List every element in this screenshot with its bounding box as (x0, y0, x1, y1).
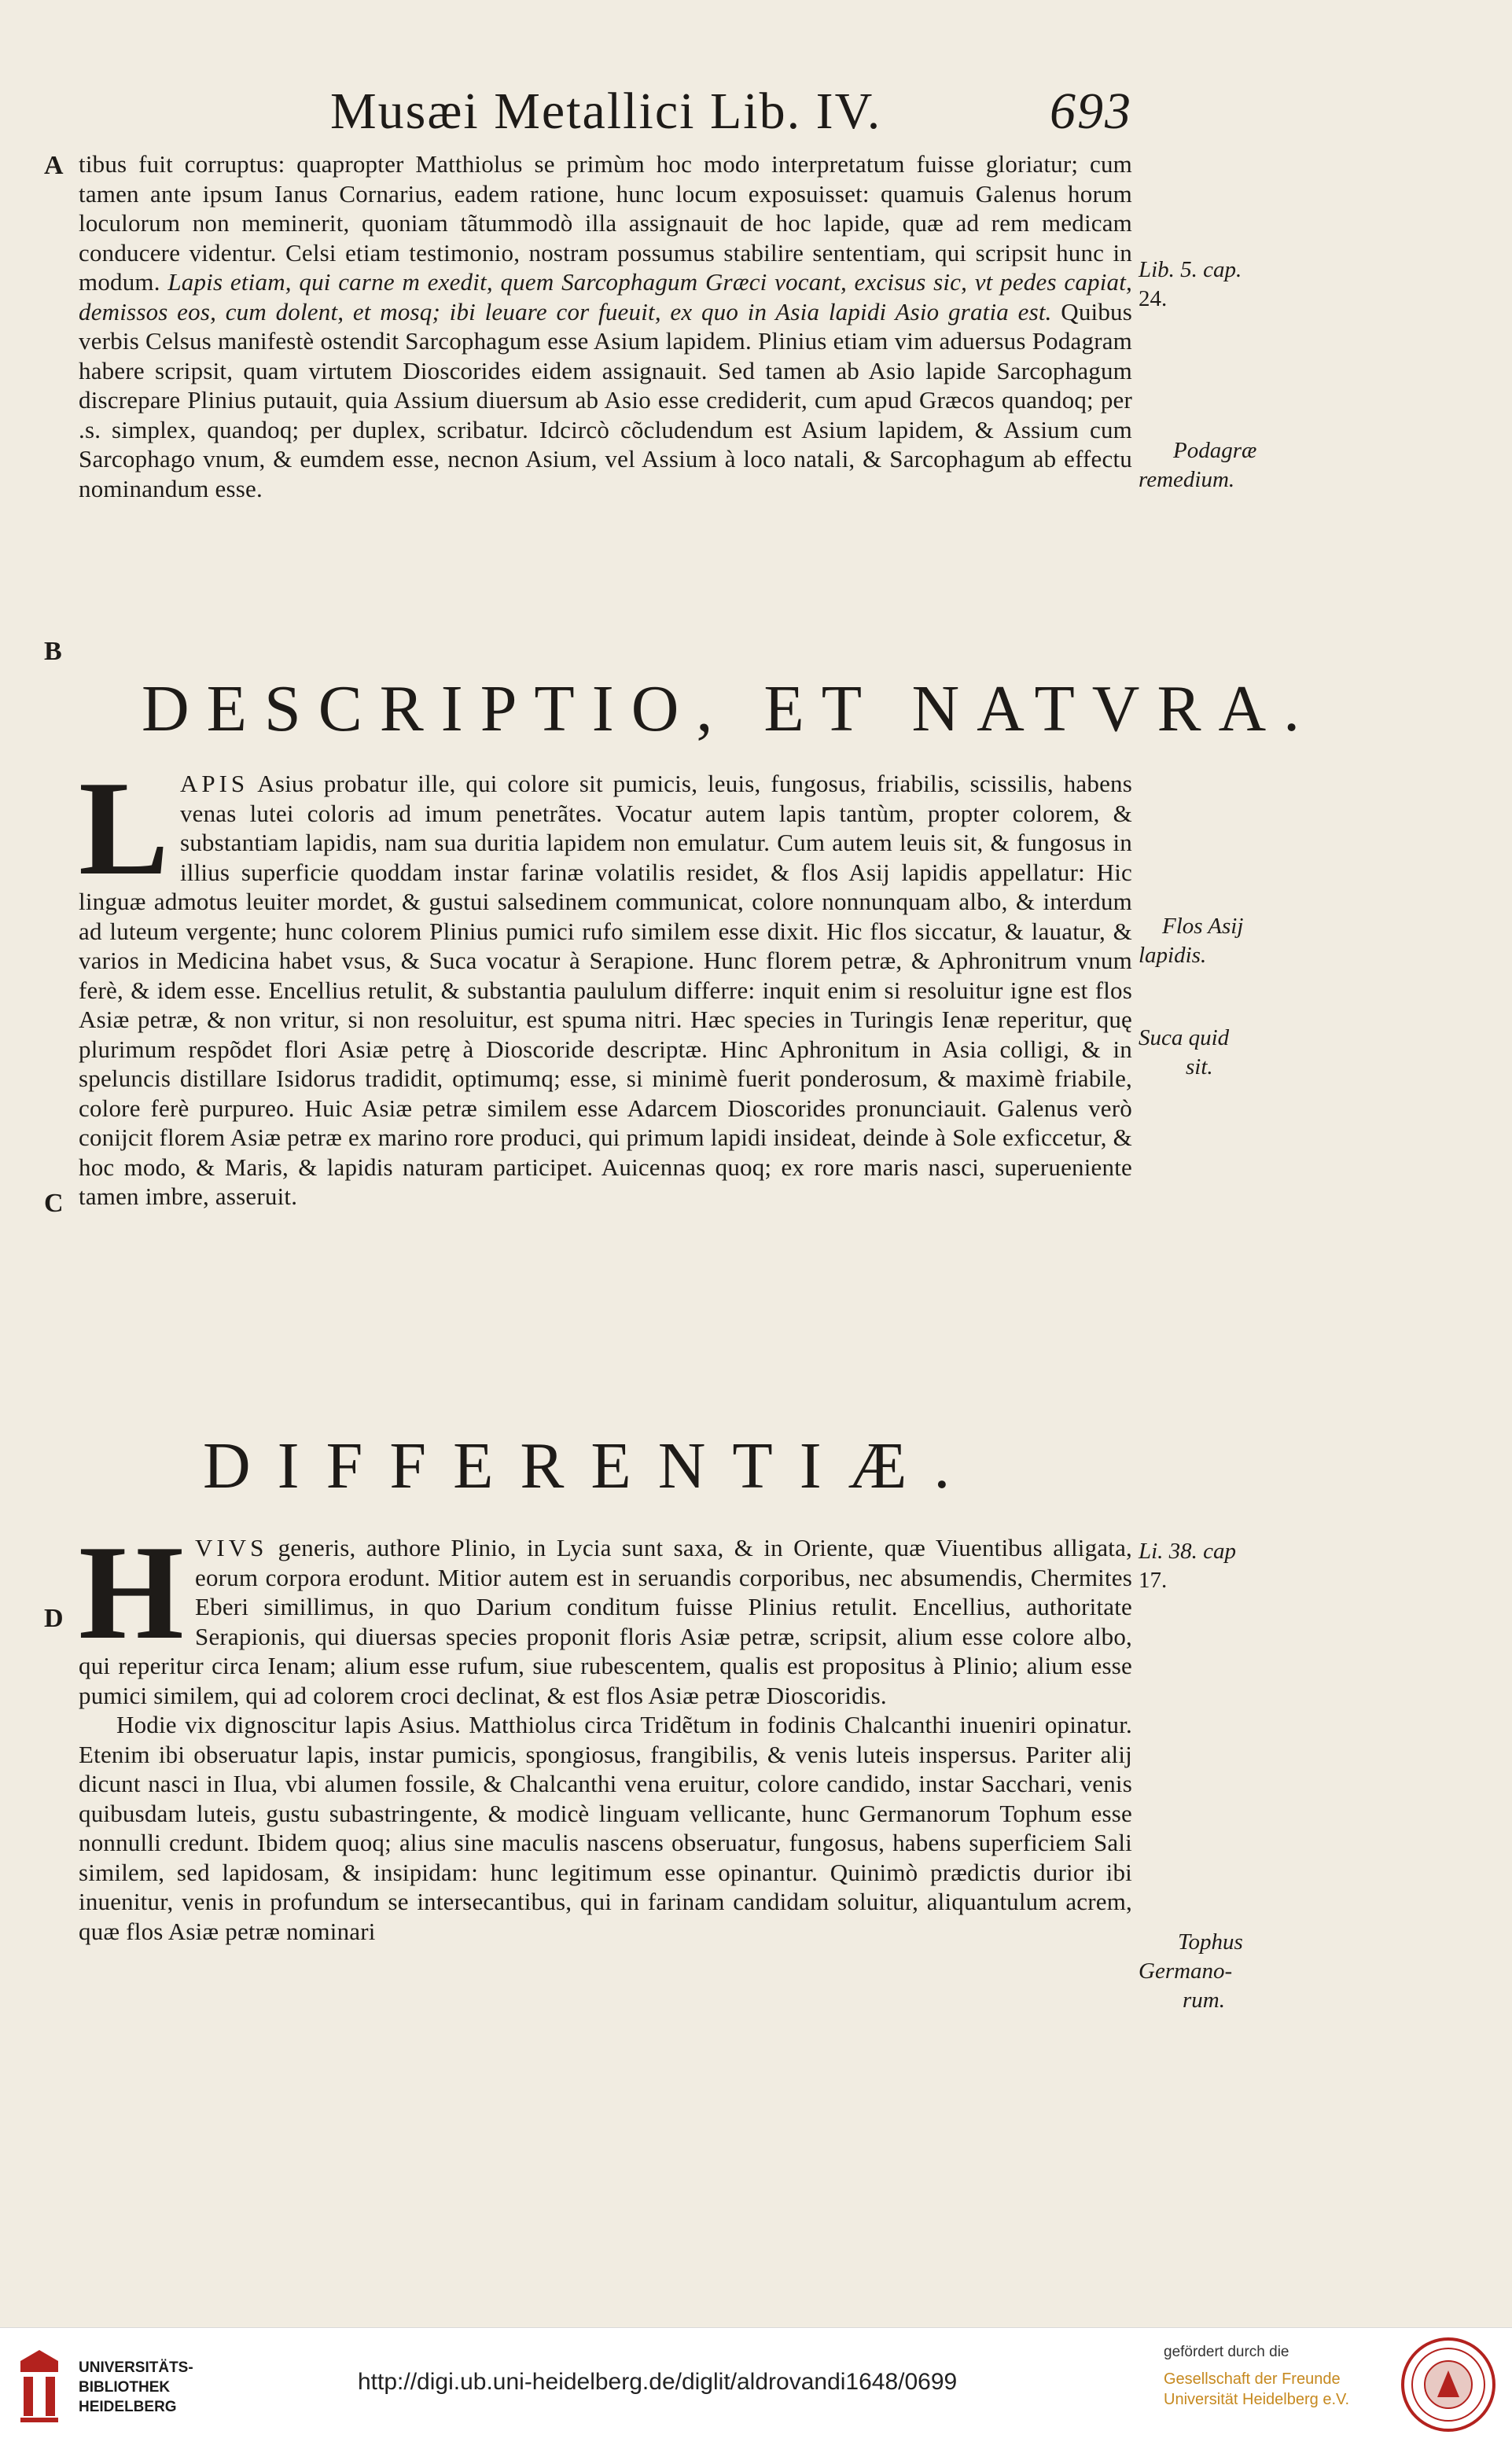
marginal-line: Suca quid (1139, 1025, 1230, 1050)
page-number: 693 (1050, 83, 1132, 140)
marginal-note-lib5 (1139, 256, 1272, 314)
intro-paragraph (79, 149, 1132, 503)
permalink-url[interactable]: http://digi.ub.uni-heidelberg.de/diglit/aldrovandi1648/0699 (358, 2369, 958, 2395)
library-name-line: UNIVERSITÄTS- (79, 2359, 193, 2376)
margin-letter-a: A (44, 151, 64, 180)
heading-descriptio: DESCRIPTIO, ET NATVRA. (142, 672, 1318, 745)
marginal-note-li38 (1139, 1537, 1272, 1595)
celsus-quote: Lapis etiam, qui carne m exedit, quem Sarcophagum Græci vocant, excisus sic, vt pedes capiat, demissos eos, cum dolent, et mosq; ibi leuare cor fueuit, ex quo in Asia lapidi Asio gratia est. (79, 268, 1132, 325)
descriptio-text: Asius probatur ille, qui colore sit pumicis, leuis, fungosus, friabilis, scissilis, habens venas lutei coloris ad imum penetrãtes. Vocatur autem lapis tantùm, propter colorem, & substantiam lapidis, nam sua duritia lapidem non emulatur. Cum autem leuis sit, & fungosus in illius superficie quoddam instar farinæ volatilis residet, & flos Asij lapidis appellatur: Hic linguæ admotus leuiter mordet, & gustui salsedinem communicat, colore nonnunquam albo, & interdum ad luteum vergente; hunc colorem Plinius pumici rufo similem esse dixit. Hic flos siccatur, & lauatur, & varios in Medicina habet vsus, & Suca vocatur à Serapione. Hunc florem petræ, & Aphronitrum vnum ferè, & idem esse. Encellius retulit, & substantia paululum differre: inquit enim si resoluitur igne est flos Asiæ petræ, & non vritur, si non resoluitur, est spuma nitri. Hæc species in Turingis Ienæ reperitur, quę plurimum respõdet flori Asiæ petrę à Dioscoride descriptæ. Hinc Aphronitum in Asia colligi, & in speluncis distillare Isidorus tradidit, optimumq; esse, si minimè fuerit ponderosum, & maximè friabile, colore ferè purpureo. Huic Asiæ petræ similem esse Adarcem Dioscorides pronunciauit. Galenus verò conijcit florem Asiæ petræ ex marino rore produci, qui primum lapidi insideat, deinde à Sole exficcetur, & hoc modo, & Maris, & lapidis naturam participet. Auicennas quoq; ex rore maris nasci, superueniente tamen imbre, asseruit. (79, 770, 1132, 1210)
university-library-logo-icon (16, 2345, 63, 2424)
differentiae-text: generis, authore Plinio, in Lycia sunt saxa, & in Oriente, quæ Viuentibus alligata, eorum corpora erodunt. Mitior autem est in seruandis corporibus, nec absumendis, Chermites Eberi simillimus, in quo Darium conditum fuisse Plinius retulit. Encellius, authoritate Serapionis, qui diuersas species proponit floris Asiæ petræ, scripsit, alium esse colore albo, qui reperitur circa Ienam; alium esse rufum, siue rubescentem, qualis est propositus à Plinio; alium esse pumici similem, qui ad colorem croci declinat, & est flos Asiæ petræ Dioscoridis. (79, 1534, 1132, 1709)
marginal-line: Podagræ (1173, 438, 1257, 463)
running-header (330, 72, 1132, 151)
margin-letter-c: C (44, 1189, 64, 1218)
margin-letter-b: B (44, 637, 62, 666)
marginal-line: Germano- (1139, 1958, 1233, 1984)
sponsor-name-line: Gesellschaft der Freunde (1164, 2370, 1341, 2388)
marginal-note-tophus (1139, 1928, 1272, 2015)
society-seal-icon (1400, 2336, 1497, 2433)
intro-text: tibus fuit corruptus: quapropter Matthiolus se primùm hoc modo interpretatum fuisse gloriatur; cum tamen ante ipsum Ianus Cornarius, eadem ratione, hunc locum exposuisset: quamuis Galenus horum loculorum non meminerit, quoniam tãtummodò illa assignauit de hoc lapide, quæ ad rem medicam conducere videntur. Celsi etiam testimonio, nostram possumus stabilire sententiam, qui scripsit hunc in modum. (79, 150, 1132, 296)
marginal-line: rum. (1183, 1988, 1225, 2013)
viewer-footer (0, 2327, 1512, 2442)
sponsor-label: gefördert durch die (1164, 2344, 1289, 2360)
marginal-line: lapidis. (1139, 943, 1207, 968)
marginal-line: remedium. (1139, 467, 1235, 492)
sponsor-block (1164, 2344, 1400, 2410)
differentiae-paragraph (79, 1518, 1132, 1946)
margin-letter-d: D (44, 1604, 64, 1633)
marginal-note-flos-asij (1139, 912, 1272, 970)
marginal-line: sit. (1186, 1054, 1213, 1079)
header-title: Musæi Metallici Lib. IV. (330, 83, 882, 140)
differentiae-text-2: Hodie vix dignoscitur lapis Asius. Matthiolus circa Tridẽtum in fodinis Chalcanthi inueniri opinatur. Etenim ibi obseruatur lapis, instar pumicis, spongiosus, frangibilis, & venis luteis inspersus. Pariter alij dicunt nasci in Ilua, vbi alumen fossile, & Chalcanthi vena eruitur, colore candido, instar Sacchari, venis quibusdam luteis, gustu subastringente, & modicè linguam vellicante, hunc Germanorum Tophum esse nonnulli credunt. Ibidem quoq; alius sine maculis nascens obseruatur, fungosus, habens superficiem Sali similem, sed lapidosam, & insipidam: hunc legitimum esse opinantur. Quinimò prædictis durior ibi inuenitur, venis in profundum se intersecantibus, qui in farinam candidam soluitur, aliquantulum acrem, quæ flos Asiæ petræ nominari (79, 1711, 1132, 1945)
marginal-note-podagrae (1139, 436, 1272, 495)
library-name-line: HEIDELBERG (79, 2399, 177, 2415)
marginal-line: Lib. 5. cap. (1139, 257, 1242, 282)
marginal-line: Li. 38. cap (1139, 1539, 1237, 1564)
first-word-apis: APIS (179, 770, 249, 797)
marginal-line: Flos Asij (1162, 914, 1244, 939)
library-name-line: BIBLIOTHEK (79, 2379, 171, 2396)
marginal-line: Tophus (1178, 1929, 1243, 1955)
heading-differentiae: DIFFERENTIÆ. (203, 1429, 977, 1502)
dropcap-h: H (79, 1518, 184, 1668)
marginal-note-suca (1139, 1024, 1272, 1082)
descriptio-paragraph (79, 754, 1132, 1212)
first-word-huius: VIVS (195, 1534, 268, 1561)
marginal-line: 24. (1139, 286, 1168, 311)
university-library-name (79, 2358, 193, 2417)
intro-after-quote: Quibus verbis Celsus manifestè ostendit Sarcophagum esse Asium lapidem. Plinius etiam vim aduersus Podagram habere scripsit, quam virtutem Dioscorides eidem assignauit. Sed tamen ab Asio lapide Sarcophagum discrepare Plinius putauit, quia Assium diuersum ab Asio esse crediderit, cum apud Græcos quandoq; per .s. simplex, quandoq; per duplex, scribatur. Idcircò cõcludendum est Asium lapidem, & Assium cum Sarcophago vnum, & eumdem esse, necnon Asium, vel Assium à loco natali, & Sarcophagum ab effectu nominandum esse. (79, 297, 1132, 502)
dropcap-l: L (79, 754, 169, 903)
sponsor-name-line: Universität Heidelberg e.V. (1164, 2391, 1350, 2408)
marginal-line: 17. (1139, 1568, 1168, 1593)
